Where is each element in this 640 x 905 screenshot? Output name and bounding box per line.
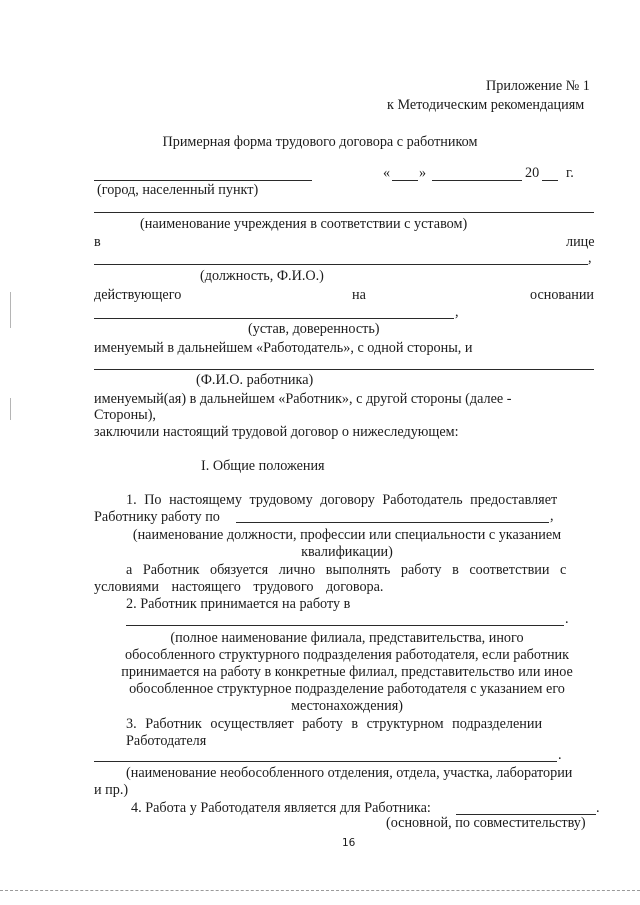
basis-blank[interactable] xyxy=(94,318,454,319)
section-heading: I. Общие положения xyxy=(201,458,325,474)
p4-caption: (основной, по совместительству) xyxy=(386,815,586,831)
in-word: в xyxy=(94,234,101,250)
position-blank[interactable] xyxy=(236,522,549,523)
p2-caption-3: принимается на работу в конкретные филиал, представительство или иное xyxy=(121,664,573,680)
document-title: Примерная форма трудового договора с работником xyxy=(162,134,478,150)
year-suffix: г. xyxy=(566,165,574,181)
day-blank[interactable] xyxy=(392,180,418,181)
employee-clause-2: Стороны), xyxy=(94,407,156,423)
appendix-to-label: к Методическим рекомендациям xyxy=(387,97,585,113)
year-blank[interactable] xyxy=(542,180,558,181)
city-blank[interactable] xyxy=(94,180,312,181)
institution-caption: (наименование учреждения в соответствии с уставом) xyxy=(140,216,468,232)
p1-line4: условиями настоящего трудового договора. xyxy=(94,579,384,595)
p1-line3: а Работник обязуется лично выполнять работу в соответствии с xyxy=(126,562,567,578)
p1-line1: 1. По настоящему трудовому договору Работодатель предоставляет xyxy=(126,492,558,508)
employee-name-blank[interactable] xyxy=(94,369,594,370)
scan-mark xyxy=(10,292,11,328)
employee-name-caption: (Ф.И.О. работника) xyxy=(196,372,314,388)
institution-blank[interactable] xyxy=(94,212,594,213)
basis-caption: (устав, доверенность) xyxy=(248,321,380,337)
acting-word: действующего xyxy=(94,287,182,303)
concluded-text: заключили настоящий трудовой договор о нижеследующем: xyxy=(94,424,459,440)
p3-line2: Работодателя xyxy=(126,733,207,749)
position-name-blank[interactable] xyxy=(94,264,588,265)
on-word: на xyxy=(352,287,366,303)
p2-caption-2: обособленного структурного подразделения работодателя, если работник xyxy=(124,647,570,663)
appendix-label: Приложение № 1 xyxy=(486,78,590,94)
p3-caption-2: и пр.) xyxy=(94,782,129,798)
p2-caption-1: (полное наименование филиала, представительства, иного xyxy=(170,630,524,646)
scan-mark xyxy=(10,398,11,420)
employee-clause-1: именуемый(ая) в дальнейшем «Работник», с другой стороны (далее - xyxy=(94,391,512,407)
p1-caption-1: (наименование должности, профессии или специальности с указанием xyxy=(132,527,562,543)
date-close-quote: » xyxy=(419,165,427,181)
p3-caption-1: (наименование необособленного отделения, отдела, участка, лаборатории xyxy=(126,765,573,781)
p2-line1: 2. Работник принимается на работу в xyxy=(126,596,351,612)
p1-caption-2: квалификации) xyxy=(301,544,393,560)
branch-blank[interactable] xyxy=(126,625,564,626)
page-number: 16 xyxy=(342,837,356,849)
year-prefix: 20 xyxy=(525,165,540,181)
basis-word: основании xyxy=(530,287,595,303)
p4-line1: 4. Работа у Работодателя является для Работника: xyxy=(131,800,431,816)
month-blank[interactable] xyxy=(432,180,522,181)
p2-caption-4: обособленное структурное подразделение работодателя с указанием его xyxy=(129,681,565,697)
position-name-caption: (должность, Ф.И.О.) xyxy=(200,268,324,284)
city-caption: (город, населенный пункт) xyxy=(97,182,259,198)
p1-line2: Работнику работу по xyxy=(94,509,220,525)
unit-blank[interactable] xyxy=(94,761,557,762)
date-open-quote: « xyxy=(383,165,391,181)
employer-clause: именуемый в дальнейшем «Работодатель», с одной стороны, и xyxy=(94,340,473,356)
scan-edge-line xyxy=(0,890,640,891)
p2-caption-5: местонахождения) xyxy=(291,698,403,714)
p3-line1: 3. Работник осуществляет работу в структурном подразделении xyxy=(126,716,543,732)
person-word: лице xyxy=(566,234,595,250)
